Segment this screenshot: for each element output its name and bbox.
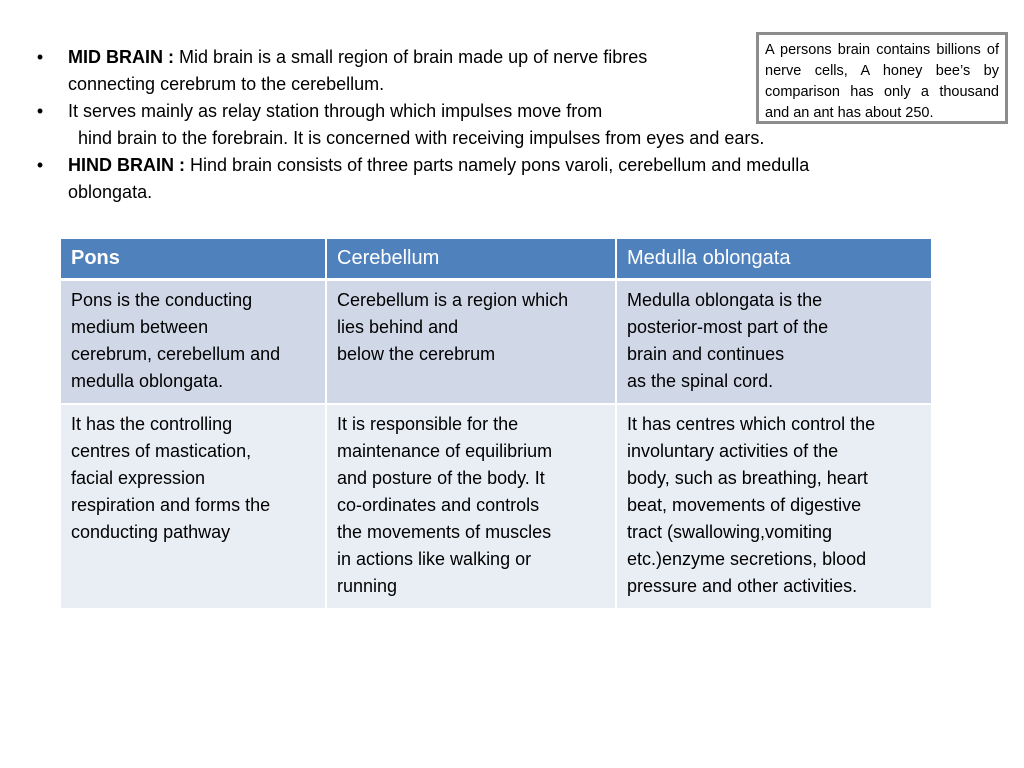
cell-line: facial expression: [71, 467, 206, 488]
cell-line: Cerebellum is a region which: [337, 289, 569, 310]
cell-line: centres of mastication,: [71, 440, 252, 461]
cell-line: medium between: [71, 316, 209, 337]
cell-line: body, such as breathing, heart: [627, 467, 868, 488]
cell-line: involuntary activities of the: [627, 440, 839, 461]
cell-line: pressure and other activities.: [627, 575, 858, 596]
bullet-hind-brain: [30, 152, 930, 206]
bullet-dot: •: [36, 101, 44, 121]
cell-line: maintenance of equilibrium: [337, 440, 553, 461]
cell-line: tract (swallowing,vomiting: [627, 521, 833, 542]
mid-brain-text: Mid brain is a small region of brain made up of nerve fibres: [174, 47, 648, 67]
hind-brain-text: Hind brain consists of three parts namely pons varoli, cerebellum and medulla: [185, 155, 810, 175]
table-header-row: [61, 239, 931, 279]
cell-line: in actions like walking or: [337, 548, 532, 569]
header-medulla: Medulla oblongata: [616, 239, 931, 279]
table-cell: [616, 404, 931, 609]
table-row: [61, 279, 931, 404]
relay-station-text: It serves mainly as relay station through which impulses move from: [68, 101, 603, 121]
hind-brain-text-cont: oblongata.: [68, 182, 153, 202]
cell-line: brain and continues: [627, 343, 785, 364]
table-cell: [326, 279, 616, 404]
cell-line: as the spinal cord.: [627, 370, 774, 391]
cell-line: posterior-most part of the: [627, 316, 829, 337]
cell-line: It is responsible for the: [337, 413, 519, 434]
cell-line: cerebrum, cerebellum and: [71, 343, 281, 364]
cell-line: lies behind and: [337, 316, 459, 337]
relay-station-text-cont: hind brain to the forebrain. It is concerned with receiving impulses from eyes and ears.: [78, 128, 765, 148]
cell-line: co-ordinates and controls: [337, 494, 540, 515]
cell-line: conducting pathway: [71, 521, 231, 542]
fact-box: A persons brain contains billions of nerve cells, A honey bee’s by comparison has only a thousand and an ant has about 250.: [756, 32, 1008, 124]
cell-line: below the cerebrum: [337, 343, 496, 364]
bullet-dot: •: [36, 155, 44, 175]
table-cell: [61, 279, 326, 404]
table-cell: [61, 404, 326, 609]
cell-line: beat, movements of digestive: [627, 494, 862, 515]
header-cerebellum: Cerebellum: [326, 239, 616, 279]
cell-line: etc.)enzyme secretions, blood: [627, 548, 867, 569]
table-cell: [616, 279, 931, 404]
mid-brain-label: MID BRAIN :: [68, 47, 174, 67]
cell-line: and posture of the body. It: [337, 467, 545, 488]
cell-line: It has the controlling: [71, 413, 233, 434]
cell-line: the movements of muscles: [337, 521, 552, 542]
cell-line: respiration and forms the: [71, 494, 271, 515]
cell-line: It has centres which control the: [627, 413, 876, 434]
mid-brain-text-cont: connecting cerebrum to the cerebellum.: [68, 74, 385, 94]
cell-line: medulla oblongata.: [71, 370, 224, 391]
cell-line: running: [337, 575, 398, 596]
brain-parts-table: [61, 239, 931, 610]
bullet-dot: •: [36, 47, 44, 67]
hind-brain-label: HIND BRAIN :: [68, 155, 185, 175]
table-row: [61, 404, 931, 609]
table-cell: [326, 404, 616, 609]
cell-line: Pons is the conducting: [71, 289, 253, 310]
cell-line: Medulla oblongata is the: [627, 289, 823, 310]
header-pons: Pons: [61, 239, 326, 279]
